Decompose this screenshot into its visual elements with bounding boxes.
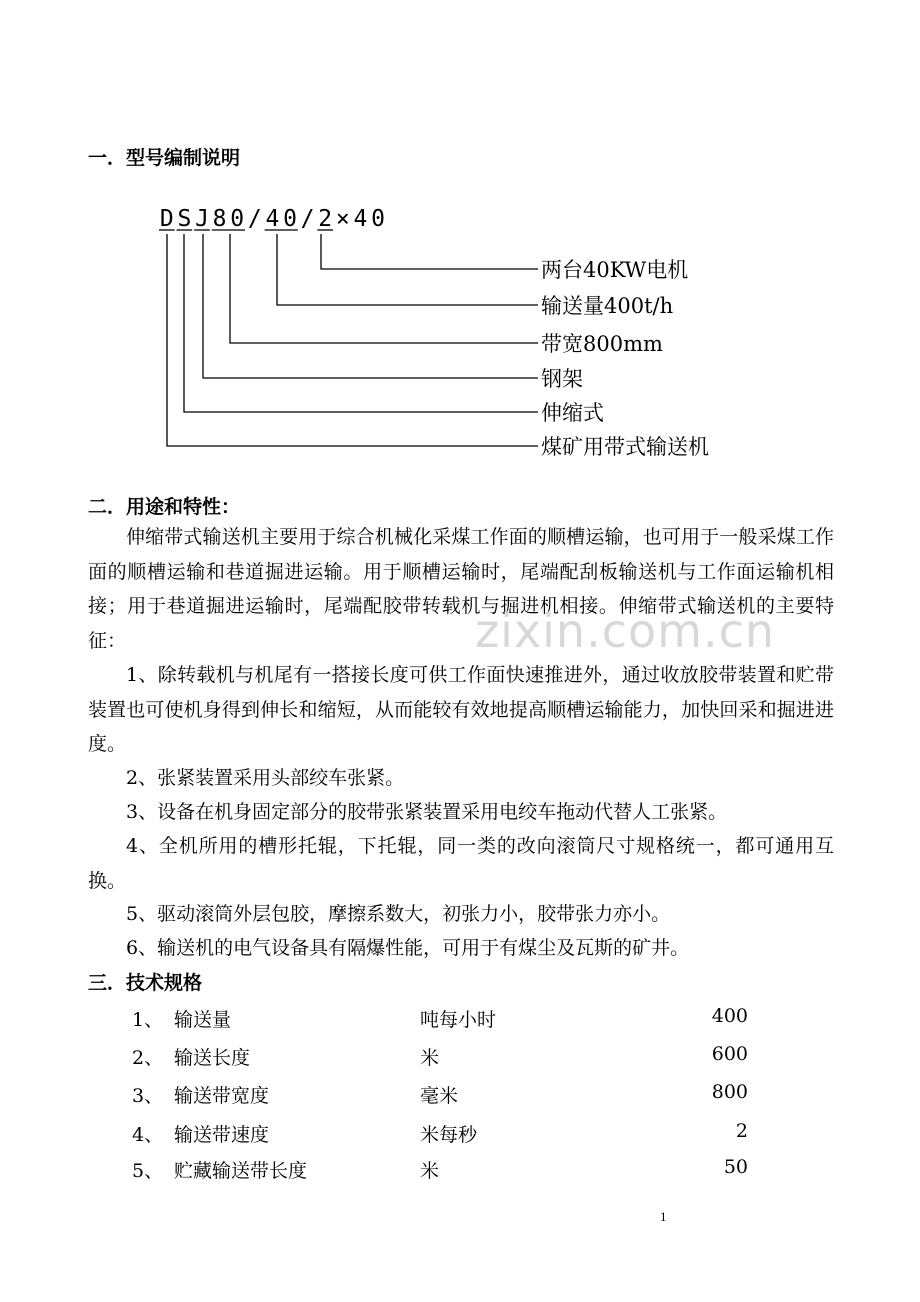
spec-unit: 吨每小时 xyxy=(420,1009,497,1031)
leader-lines xyxy=(159,230,538,446)
model-code-char: S xyxy=(177,206,192,232)
feature-item: 3、设备在机身固定部分的胶带张紧装置采用电绞车拖动代替人工张紧。 xyxy=(126,801,728,823)
spec-unit: 米 xyxy=(420,1047,440,1069)
spec-number: 3、 xyxy=(132,1085,164,1107)
spec-number: 4、 xyxy=(132,1124,164,1146)
section-1-title: 一．型号编制说明 xyxy=(88,147,241,169)
leader-line xyxy=(321,234,538,269)
page-number: 1 xyxy=(660,1209,667,1224)
model-code-char: 2 xyxy=(318,206,333,232)
spec-name: 贮藏输送带长度 xyxy=(174,1160,308,1182)
model-code-label: 两台40KW电机 xyxy=(541,258,689,282)
leader-line xyxy=(230,234,538,343)
feature-item: 4、全机所用的槽形托辊，下托辊，同一类的改向滚筒尺寸规格统一，都可通用互换。 xyxy=(88,835,834,892)
model-code-label: 输送量400t/h xyxy=(541,294,674,318)
watermark: zixin.com.cn xyxy=(475,604,776,658)
spec-value: 2 xyxy=(735,1120,748,1142)
model-code-char: / xyxy=(247,206,262,232)
model-code-diagram xyxy=(0,0,920,480)
spec-unit: 米每秒 xyxy=(420,1124,478,1146)
feature-item: 6、输送机的电气设备具有隔爆性能，可用于有煤尘及瓦斯的矿井。 xyxy=(126,937,690,959)
model-code-labels xyxy=(541,258,709,459)
model-code-char: / xyxy=(300,206,315,232)
spec-value: 600 xyxy=(711,1043,748,1065)
model-code-char: 4 xyxy=(265,206,280,232)
spec-unit: 毫米 xyxy=(420,1085,459,1107)
section-2-title: 二．用途和特性： xyxy=(88,496,241,518)
feature-item: 1、除转载机与机尾有一搭接长度可供工作面快速推进外，通过收放胶带装置和贮带装置也可使机身得到伸长和缩短，从而能较有效地提高顺槽运输能力，加快回采和掘进进度。 xyxy=(88,664,834,755)
spec-name: 输送带宽度 xyxy=(174,1085,270,1107)
model-code-char: × xyxy=(335,206,350,232)
model-code-char: 0 xyxy=(230,206,245,232)
leader-line xyxy=(167,234,538,446)
usage-intro-paragraph: 伸缩带式输送机主要用于综合机械化采煤工作面的顺槽运输，也可用于一般采煤工作面的顺槽运输和巷道掘进运输。用于顺槽运输时，尾端配刮板输送机与工作面运输机相接；用于巷道掘进运输时，尾端配胶带转载机与掘进机相接。伸缩带式输送机的主要特征： xyxy=(88,526,834,652)
model-code xyxy=(160,206,385,232)
spec-unit: 米 xyxy=(420,1160,440,1182)
spec-value: 400 xyxy=(711,1005,748,1027)
spec-number: 2、 xyxy=(132,1047,164,1069)
spec-name: 输送长度 xyxy=(174,1047,251,1069)
model-code-char: 0 xyxy=(283,206,297,232)
model-code-label: 煤矿用带式输送机 xyxy=(541,435,709,459)
model-code-char: 4 xyxy=(353,206,368,232)
model-code-char: J xyxy=(195,206,209,232)
feature-item: 5、驱动滚筒外层包胶，摩擦系数大，初张力小，胶带张力亦小。 xyxy=(126,903,671,925)
model-code-char: 8 xyxy=(212,206,227,232)
spec-value: 800 xyxy=(711,1081,748,1103)
leader-line xyxy=(203,234,538,378)
model-code-label: 伸缩式 xyxy=(541,401,604,425)
spec-value: 50 xyxy=(723,1156,748,1178)
leader-line xyxy=(184,234,538,412)
spec-number: 1、 xyxy=(132,1009,164,1031)
spec-name: 输送量 xyxy=(174,1009,232,1031)
model-code-label: 带宽800mm xyxy=(541,332,663,356)
feature-item: 2、张紧装置采用头部绞车张紧。 xyxy=(126,767,405,789)
spec-name: 输送带速度 xyxy=(174,1124,270,1146)
spec-number: 5、 xyxy=(132,1160,164,1182)
model-code-label: 钢架 xyxy=(541,367,583,391)
section-3-title: 三．技术规格 xyxy=(88,972,203,994)
model-code-char: D xyxy=(159,206,174,232)
model-code-char: 0 xyxy=(371,206,385,232)
